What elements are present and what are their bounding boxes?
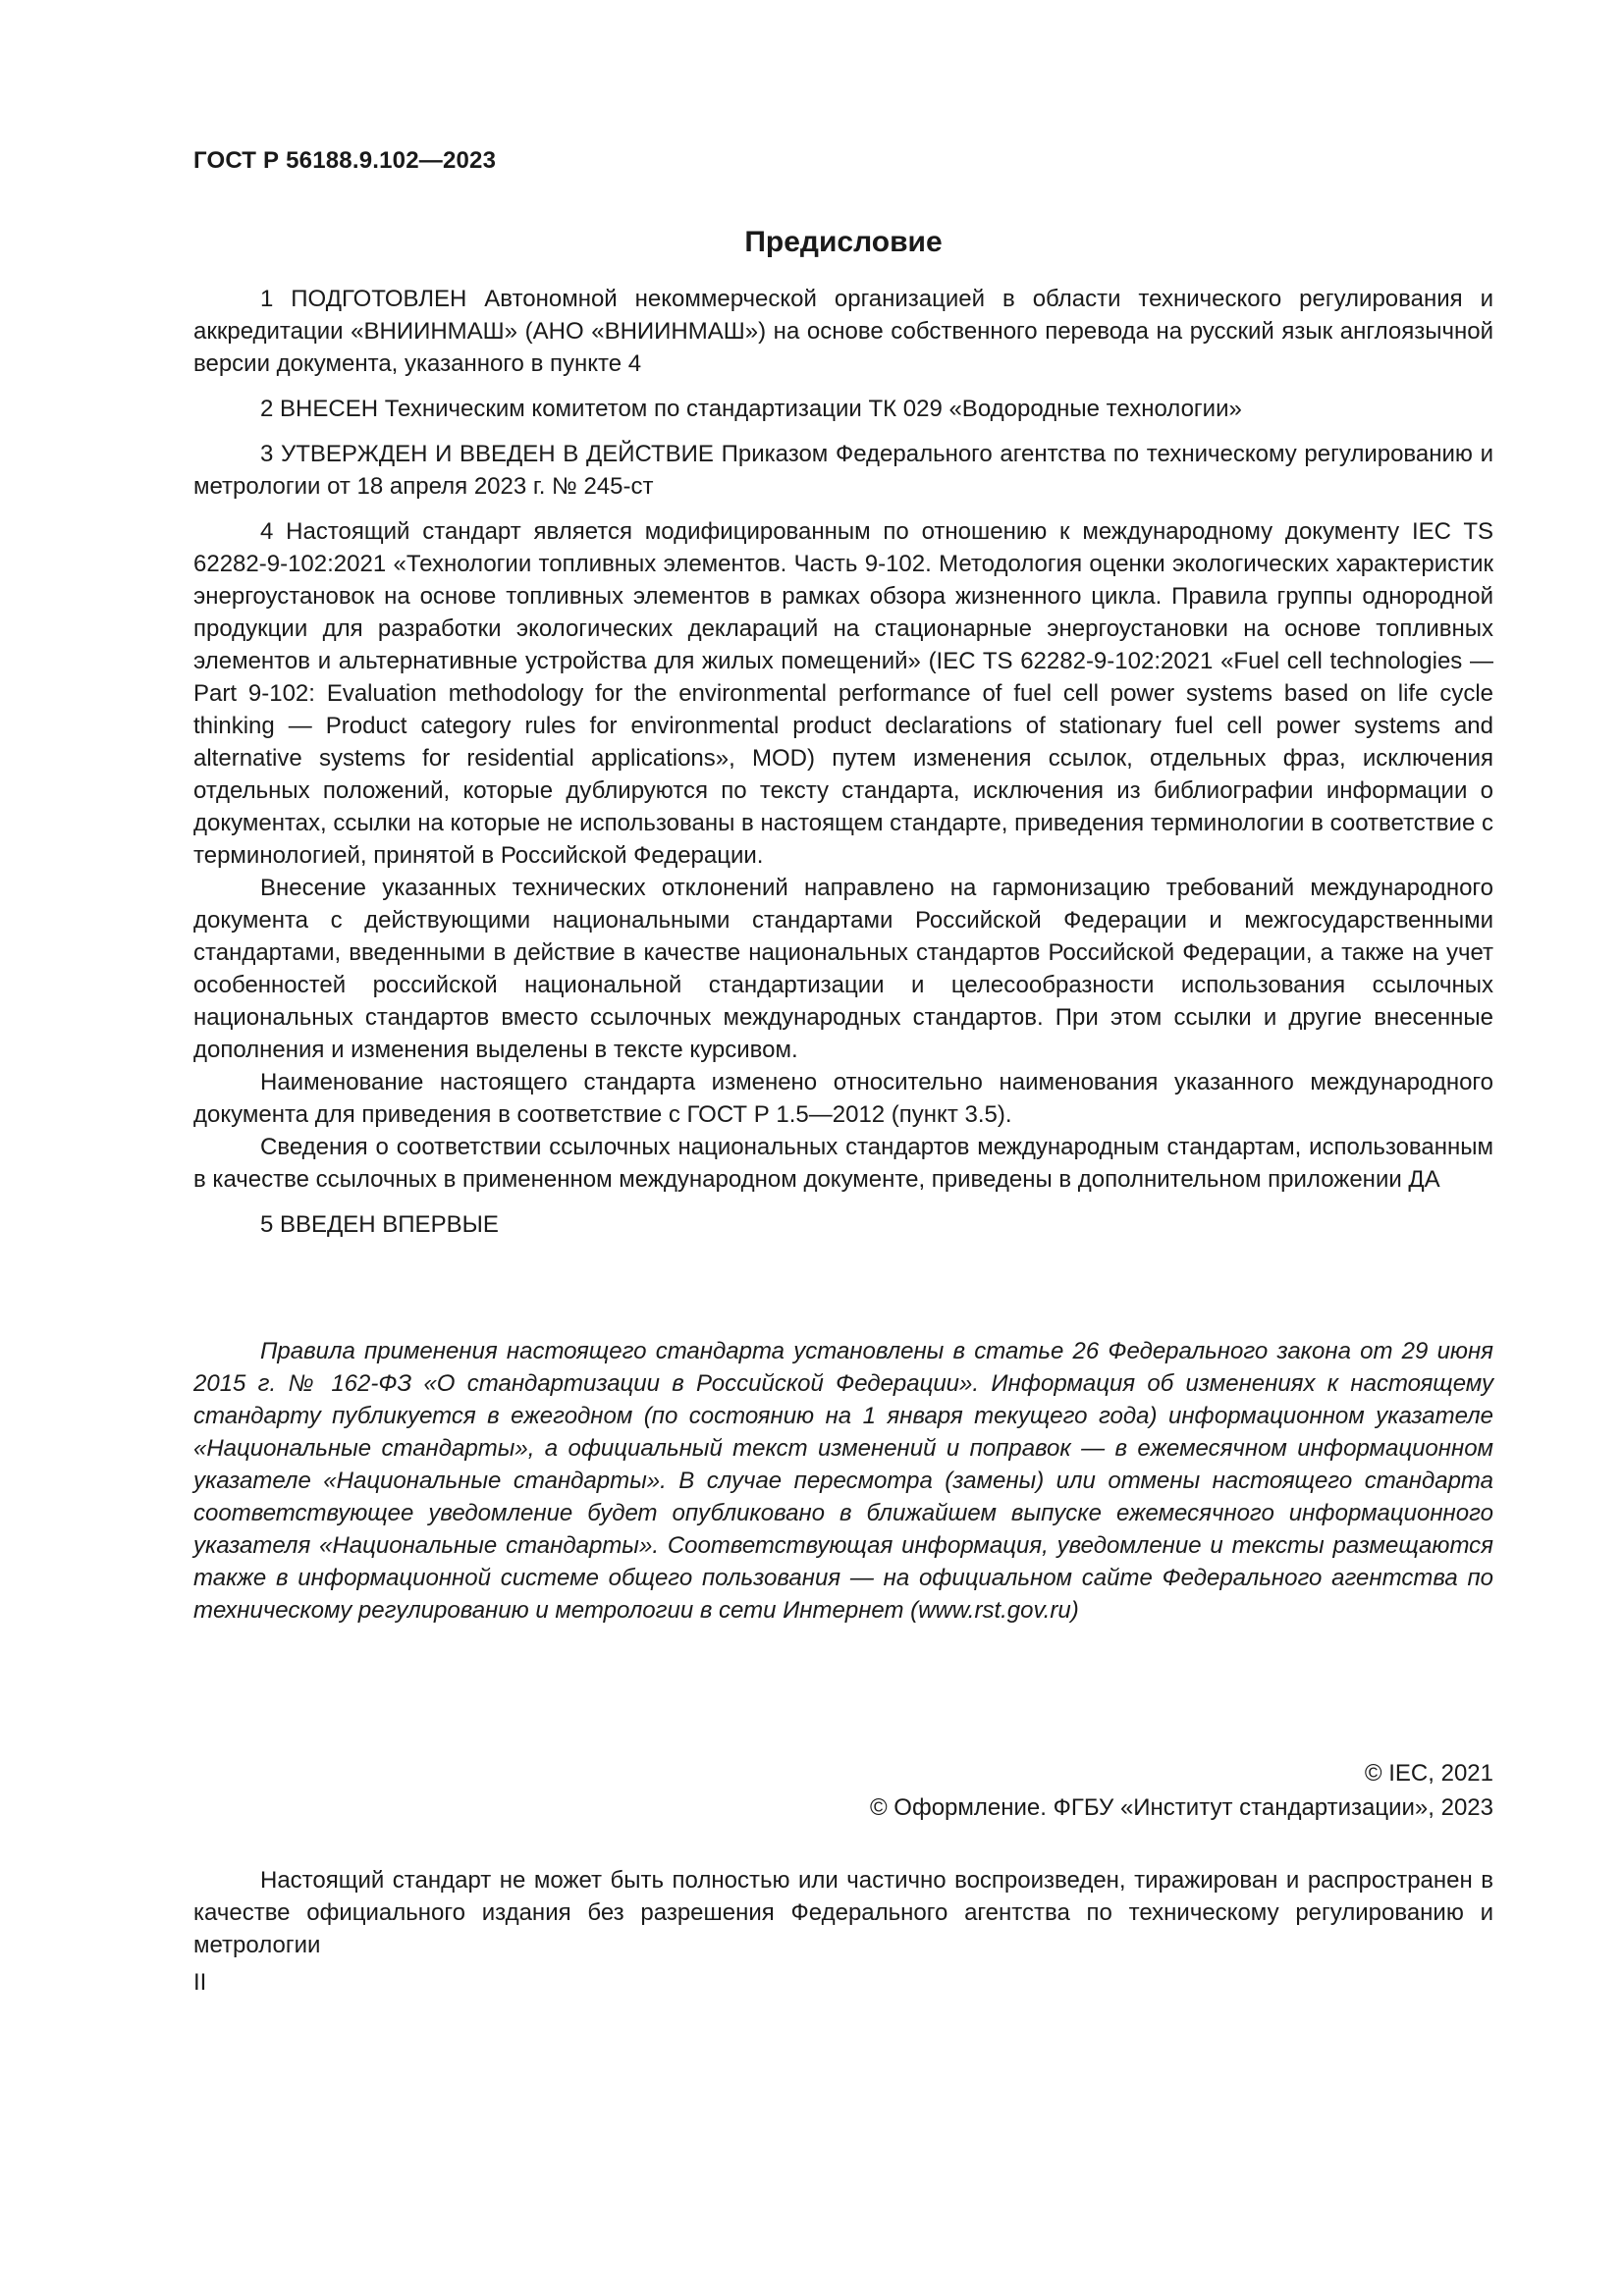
copyright-iec: © IEC, 2021 <box>1364 1760 1493 1787</box>
reproduction-notice: Настоящий стандарт не может быть полностью или частично воспроизведен, тиражирован и распространен в качестве официального издания без разрешения Федерального агентства по техническому регулированию и метрологии <box>193 1867 1493 1958</box>
paragraph-item-1: 1 ПОДГОТОВЛЕН Автономной некоммерческой организацией в области технического регулирования и аккредитации «ВНИИНМАШ» (АНО «ВНИИНМАШ») на основе собственного перевода на русский язык англоязычной версии документа, указанного в пункте 4 <box>193 286 1493 377</box>
page-number: II <box>193 1969 207 1996</box>
paragraph-item-2: 2 ВНЕСЕН Техническим комитетом по стандартизации ТК 029 «Водородные технологии» <box>260 396 1242 422</box>
paragraph-item-5: 5 ВВЕДЕН ВПЕРВЫЕ <box>260 1211 499 1238</box>
copyright-block <box>193 1756 1493 1825</box>
paragraph-item-4-references: Сведения о соответствии ссылочных национальных стандартов международным стандартам, использованным в качестве ссылочных в примененном международном документе, приведены в дополнительном приложении ДА <box>193 1134 1493 1193</box>
paragraph-item-4-deviations: Внесение указанных технических отклонений направлено на гармонизацию требований международного документа с действующими национальными стандартами Российской Федерации и межгосударственными стандартами, введенными в действие в качестве национальных стандартов Российской Федерации, а также на учет особенностей российской национальной стандартизации и целесообразности использования ссылочных национальных стандартов вместо ссылочных международных стандартов. При этом ссылки и другие внесенные дополнения и изменения выделены в тексте курсивом. <box>193 875 1493 1063</box>
page-title: Предисловие <box>744 226 943 258</box>
paragraph-item-4-title-change: Наименование настоящего стандарта изменено относительно наименования указанного международного документа для приведения в соответствие с ГОСТ Р 1.5—2012 (пункт 3.5). <box>193 1069 1493 1128</box>
copyright-design: © Оформление. ФГБУ «Институт стандартизации», 2023 <box>869 1794 1493 1821</box>
paragraph-item-4: 4 Настоящий стандарт является модифицированным по отношению к международному документу IEC TS 62282-9-102:2021 «Технологии топливных элементов. Часть 9-102. Методология оценки экологических характеристик энергоустановок на основе топливных элементов в рамках обзора жизненного цикла. Правила группы однородной продукции для разработки экологических деклараций на стационарные энергоустановки на основе топливных элементов и альтернативные устройства для жилых помещений» (IEC TS 62282-9-102:2021 «Fuel cell technologies — Part 9-102: Evaluation methodology for the environmental performance of fuel cell power systems based on life cycle thinking — Product category rules for environmental product declarations of stationary fuel cell power systems and alternative systems for residential applications», MOD) путем изменения ссылок, отдельных фраз, исключения отдельных положений, которые дублируются по тексту стандарта, исключения из библиографии информации о документах, ссылки на которые не использованы в настоящем стандарте, приведения терминологии в соответствие с терминологией, принятой в Российской Федерации. <box>193 518 1493 869</box>
paragraph-item-3: 3 УТВЕРЖДЕН И ВВЕДЕН В ДЕЙСТВИЕ Приказом Федерального агентства по техническому регулированию и метрологии от 18 апреля 2023 г. № 245-ст <box>193 441 1493 500</box>
document-code: ГОСТ Р 56188.9.102—2023 <box>193 147 497 174</box>
document-page <box>193 147 1493 1997</box>
application-rules-notice: Правила применения настоящего стандарта установлены в статье 26 Федерального закона от 29 июня 2015 г. № 162-ФЗ «О стандартизации в Российской Федерации». Информация об изменениях к настоящему стандарту публикуется в ежегодном (по состоянию на 1 января текущего года) информационном указателе «Национальные стандарты», а официальный текст изменений и поправок — в ежемесячном информационном указателе «Национальные стандарты». В случае пересмотра (замены) или отмены настоящего стандарта соответствующее уведомление будет опубликовано в ближайшем выпуске ежемесячного информационного указателя «Национальные стандарты». Соответствующая информация, уведомление и тексты размещаются также в информационной системе общего пользования — на официальном сайте Федерального агентства по техническому регулированию и метрологии в сети Интернет (www.rst.gov.ru) <box>193 1338 1493 1624</box>
